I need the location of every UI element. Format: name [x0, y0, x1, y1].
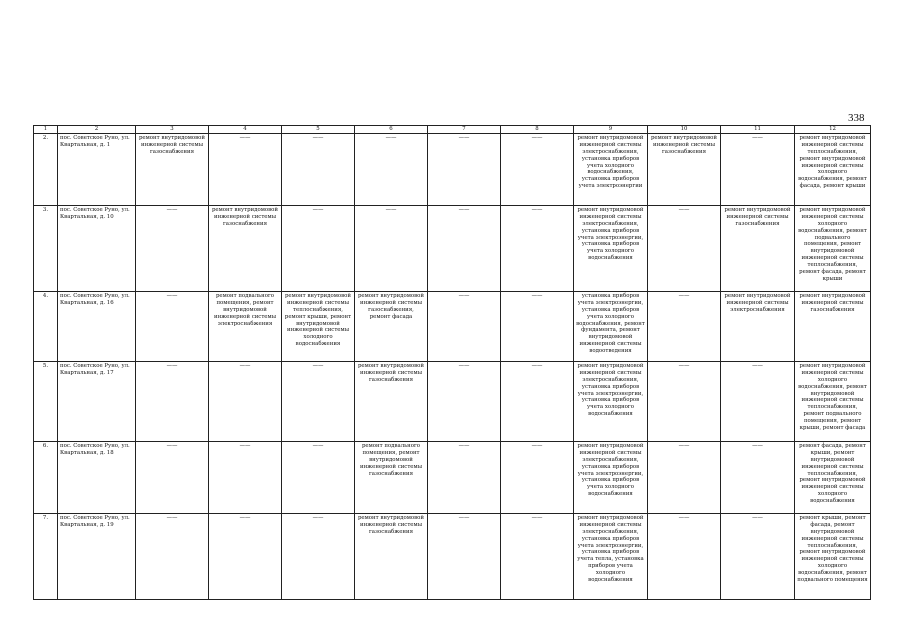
empty-dash-cell: —— [428, 513, 501, 599]
address-cell: пос. Советское Руно, ул. Квартальная, д. 1 [58, 133, 136, 205]
empty-dash-cell: —— [282, 513, 355, 599]
column-number-row [34, 126, 871, 134]
table-row [34, 361, 871, 441]
column-number: 11 [721, 126, 795, 134]
column-number: 10 [648, 126, 721, 134]
work-cell: ремонт внутридомовой инженерной системы электроснабжения, установка приборов учета электроэнергии, установка приборов учета холодного водоснабжения [574, 361, 648, 441]
column-number: 12 [795, 126, 871, 134]
column-number: 7 [428, 126, 501, 134]
work-cell: ремонт крыши, ремонт фасада, ремонт внутридомовой инженерной системы теплоснабжения, ремонт внутридомовой инженерной системы холодного водоснабжения, ремонт подвального помещения [795, 513, 871, 599]
work-cell: ремонт внутридомовой инженерной системы газоснабжения [355, 361, 428, 441]
empty-dash-cell: —— [428, 205, 501, 291]
empty-dash-cell: —— [721, 133, 795, 205]
work-cell: ремонт внутридомовой инженерной системы газоснабжения [721, 205, 795, 291]
empty-dash-cell: —— [282, 441, 355, 513]
work-cell: ремонт фасада, ремонт крыши, ремонт внутридомовой инженерной системы теплоснабжения, ремонт внутридомовой инженерной системы холодного водоснабжения [795, 441, 871, 513]
page-number: 338 [848, 112, 865, 124]
empty-dash-cell: —— [136, 513, 209, 599]
work-cell: ремонт внутридомовой инженерной системы газоснабжения [355, 513, 428, 599]
row-number: 3. [34, 205, 58, 291]
empty-dash-cell: —— [282, 205, 355, 291]
empty-dash-cell: —— [501, 513, 574, 599]
empty-dash-cell: —— [209, 361, 282, 441]
empty-dash-cell: —— [428, 291, 501, 361]
work-cell: ремонт внутридомовой инженерной системы электроснабжения [721, 291, 795, 361]
work-cell: ремонт внутридомовой инженерной системы холодного водоснабжения, ремонт подвального помещения, ремонт внутридомовой инженерной системы теплоснабжения, ремонт фасада, ремонт крыши [795, 205, 871, 291]
empty-dash-cell: —— [648, 361, 721, 441]
empty-dash-cell: —— [721, 513, 795, 599]
work-cell: ремонт внутридомовой инженерной системы газоснабжения [648, 133, 721, 205]
table-row [34, 441, 871, 513]
empty-dash-cell: —— [209, 513, 282, 599]
address-cell: пос. Советское Руно, ул. Квартальная, д. 19 [58, 513, 136, 599]
table-row [34, 291, 871, 361]
address-cell: пос. Советское Руно, ул. Квартальная, д. 16 [58, 291, 136, 361]
empty-dash-cell: —— [648, 291, 721, 361]
work-cell: ремонт внутридомовой инженерной системы электроснабжения, установка приборов учета электроэнергии, установка приборов учета холодного водоснабжения [574, 205, 648, 291]
empty-dash-cell: —— [136, 205, 209, 291]
column-number: 5 [282, 126, 355, 134]
row-number: 7. [34, 513, 58, 599]
empty-dash-cell: —— [209, 133, 282, 205]
work-cell: ремонт подвального помещения, ремонт внутридомовой инженерной системы газоснабжения [355, 441, 428, 513]
empty-dash-cell: —— [648, 205, 721, 291]
column-number: 9 [574, 126, 648, 134]
empty-dash-cell: —— [136, 291, 209, 361]
empty-dash-cell: —— [136, 441, 209, 513]
empty-dash-cell: —— [282, 133, 355, 205]
empty-dash-cell: —— [136, 361, 209, 441]
column-number: 6 [355, 126, 428, 134]
empty-dash-cell: —— [428, 441, 501, 513]
renovation-schedule-table [33, 125, 871, 600]
work-cell: ремонт внутридомовой инженерной системы газоснабжения, ремонт фасада [355, 291, 428, 361]
empty-dash-cell: —— [721, 441, 795, 513]
empty-dash-cell: —— [501, 205, 574, 291]
empty-dash-cell: —— [355, 205, 428, 291]
work-cell: ремонт внутридомовой инженерной системы электроснабжения, установка приборов учета электроэнергии, установка приборов учета тепла, установка приборов учета холодного водоснабжения [574, 513, 648, 599]
address-cell: пос. Советское Руно, ул. Квартальная, д. 10 [58, 205, 136, 291]
work-cell: установка приборов учета электроэнергии, установка приборов учета холодного водоснабжения, ремонт фундамента, ремонт внутридомовой инженерной системы водоотведения [574, 291, 648, 361]
column-number: 2 [58, 126, 136, 134]
work-cell: ремонт внутридомовой инженерной системы теплоснабжения, ремонт внутридомовой инженерной системы холодного водоснабжения, ремонт фасада, ремонт крыши [795, 133, 871, 205]
address-cell: пос. Советское Руно, ул. Квартальная, д. 17 [58, 361, 136, 441]
table-row [34, 205, 871, 291]
empty-dash-cell: —— [501, 291, 574, 361]
column-number: 4 [209, 126, 282, 134]
work-cell: ремонт подвального помещения, ремонт внутридомовой инженерной системы электроснабжения [209, 291, 282, 361]
column-number: 8 [501, 126, 574, 134]
empty-dash-cell: —— [501, 361, 574, 441]
work-cell: ремонт внутридомовой инженерной системы газоснабжения [136, 133, 209, 205]
empty-dash-cell: —— [355, 133, 428, 205]
row-number: 5. [34, 361, 58, 441]
empty-dash-cell: —— [501, 441, 574, 513]
table-row [34, 513, 871, 599]
empty-dash-cell: —— [501, 133, 574, 205]
empty-dash-cell: —— [721, 361, 795, 441]
empty-dash-cell: —— [648, 441, 721, 513]
row-number: 4. [34, 291, 58, 361]
table-row [34, 133, 871, 205]
empty-dash-cell: —— [648, 513, 721, 599]
empty-dash-cell: —— [428, 133, 501, 205]
work-cell: ремонт внутридомовой инженерной системы электроснабжения, установка приборов учета электроэнергии, установка приборов учета холодного водоснабжения [574, 441, 648, 513]
row-number: 2. [34, 133, 58, 205]
empty-dash-cell: —— [428, 361, 501, 441]
work-cell: ремонт внутридомовой инженерной системы электроснабжения, установка приборов учета холодного водоснабжения, установка приборов учета электроэнергии [574, 133, 648, 205]
work-cell: ремонт внутридомовой инженерной системы теплоснабжения, ремонт крыши, ремонт внутридомовой инженерной системы холодного водоснабжения [282, 291, 355, 361]
work-cell: ремонт внутридомовой инженерной системы холодного водоснабжения, ремонт внутридомовой инженерной системы теплоснабжения, ремонт подвального помещения, ремонт крыши, ремонт фасада [795, 361, 871, 441]
empty-dash-cell: —— [209, 441, 282, 513]
row-number: 6. [34, 441, 58, 513]
work-cell: ремонт внутридомовой инженерной системы газоснабжения [209, 205, 282, 291]
column-number: 3 [136, 126, 209, 134]
address-cell: пос. Советское Руно, ул. Квартальная, д. 18 [58, 441, 136, 513]
work-cell: ремонт внутридомовой инженерной системы газоснабжения [795, 291, 871, 361]
column-number: 1 [34, 126, 58, 134]
empty-dash-cell: —— [282, 361, 355, 441]
